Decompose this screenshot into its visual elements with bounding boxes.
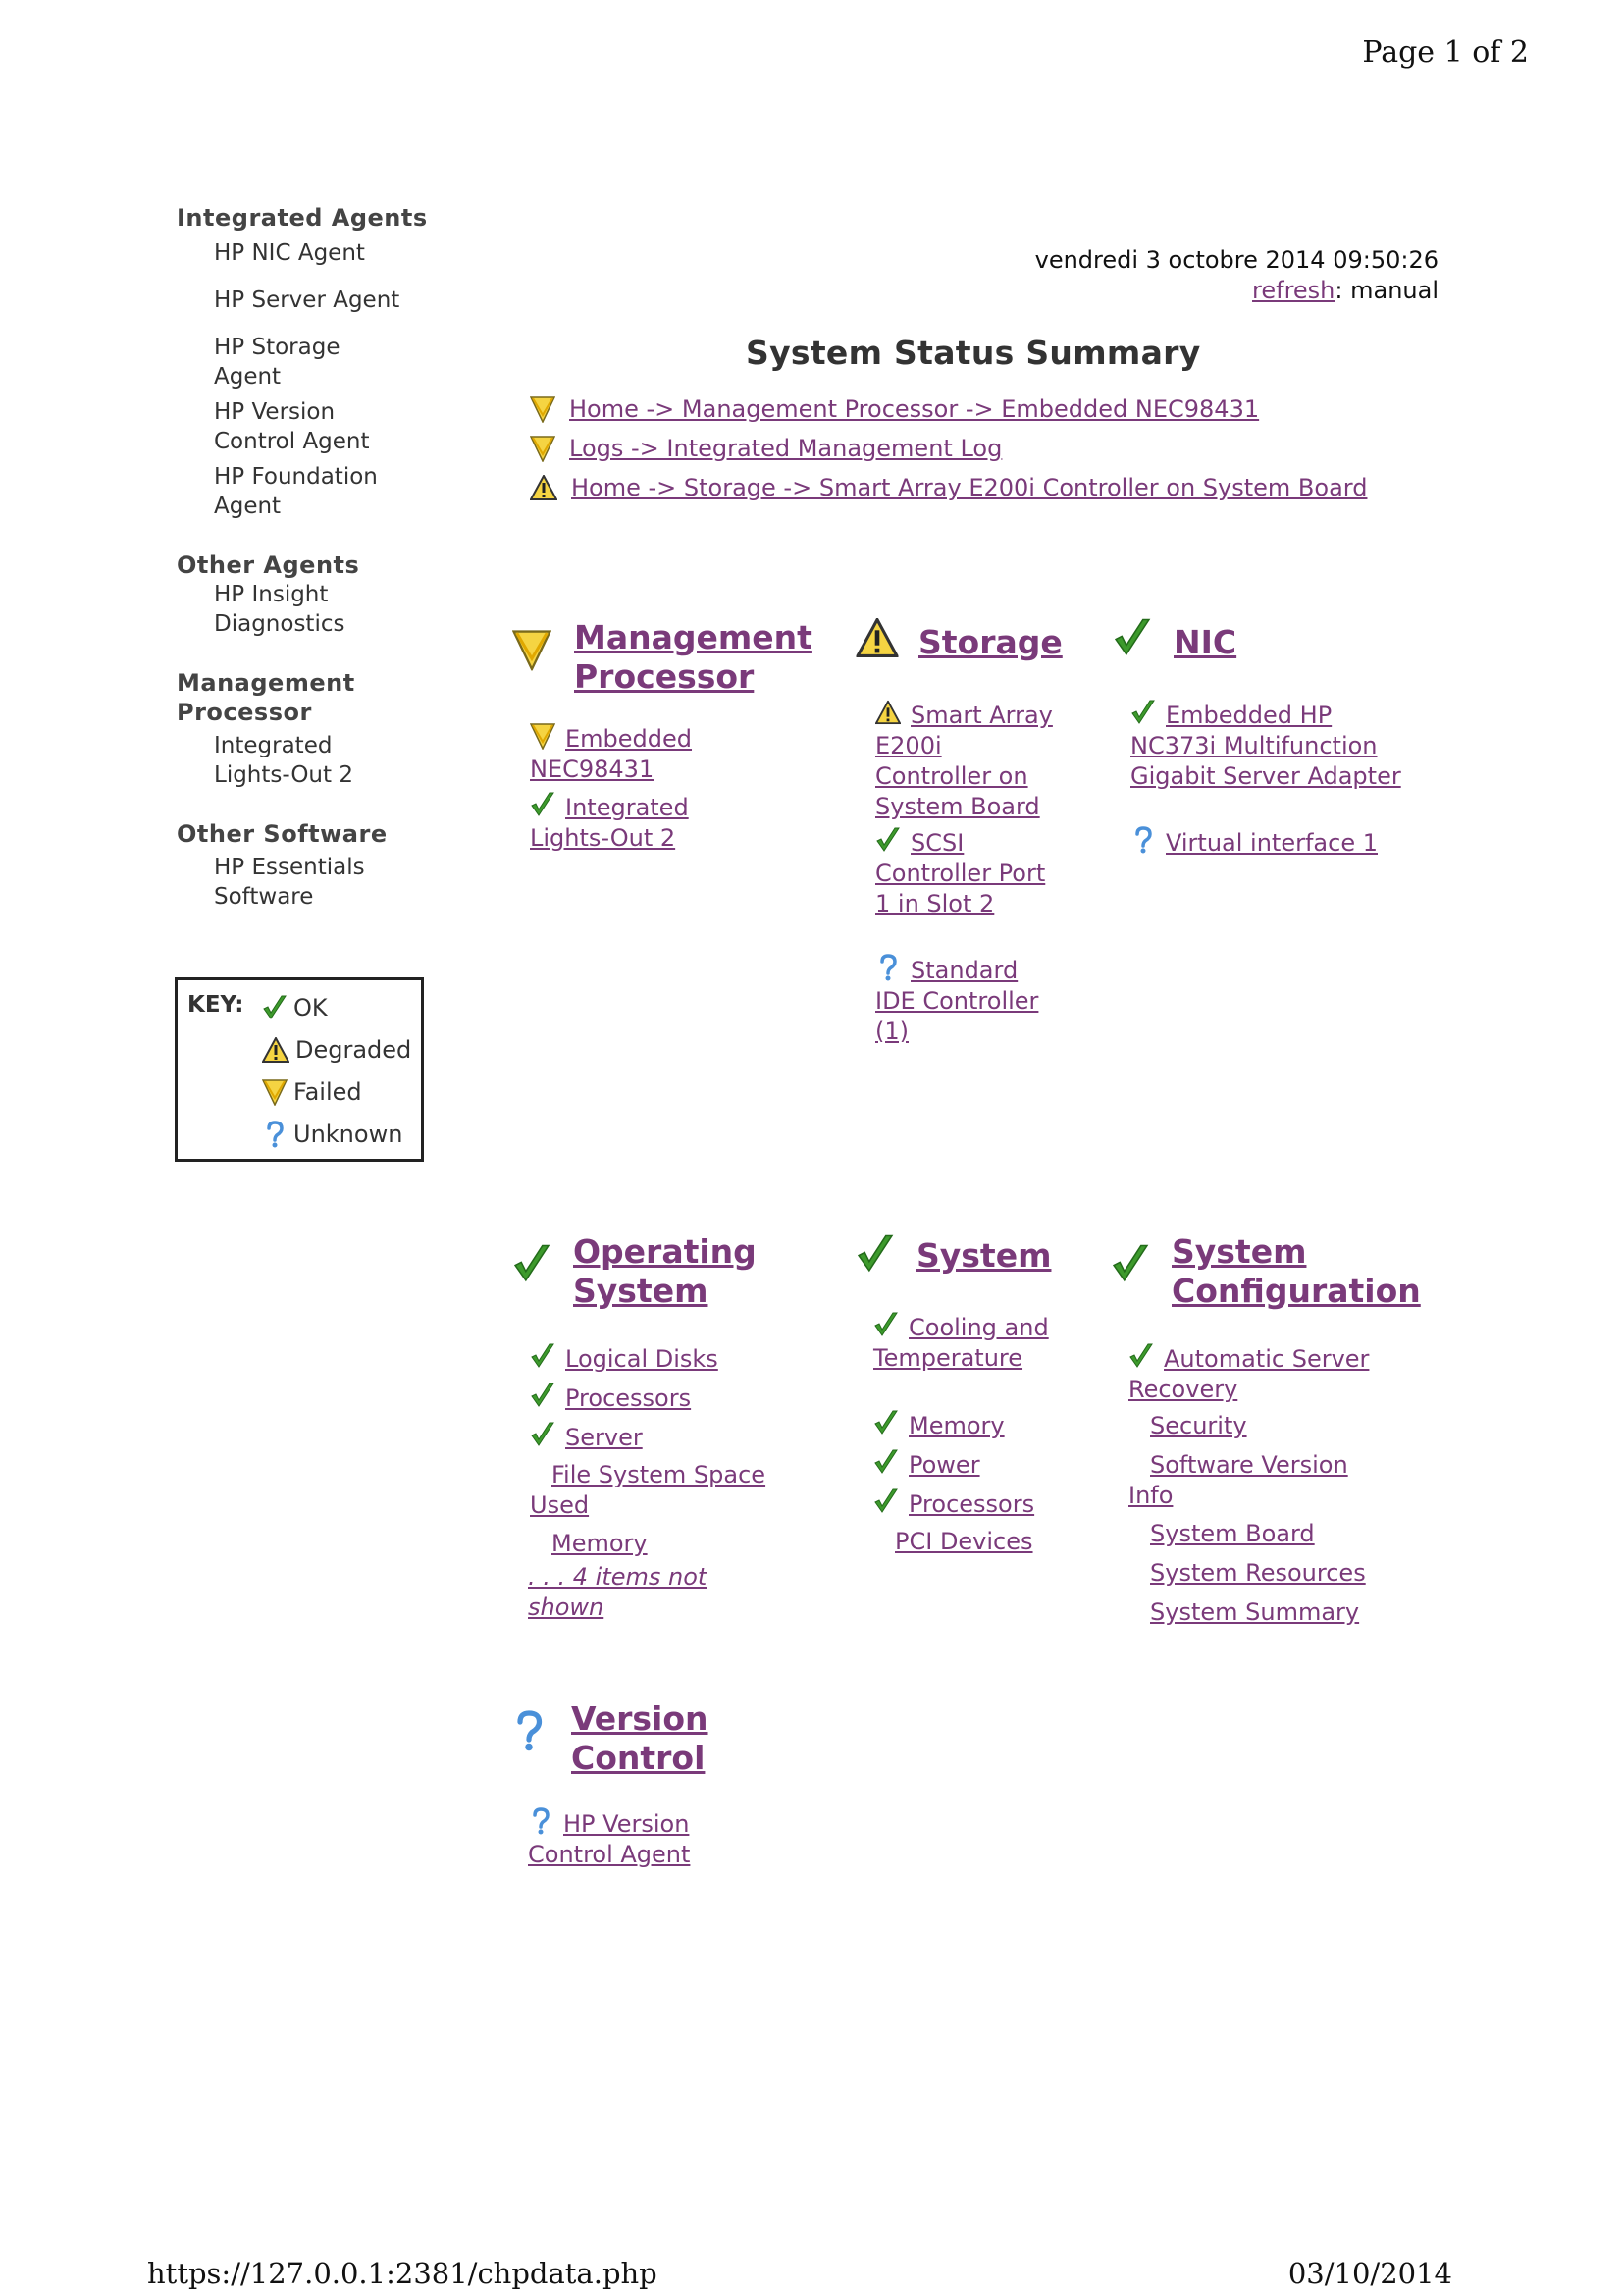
status-key	[175, 977, 424, 1162]
item-link-software-version-info[interactable]: Software Version Info	[1128, 1451, 1348, 1509]
item-link-processors[interactable]: Processors	[909, 1490, 1035, 1518]
item-link-embedded-hp-nc373i[interactable]: Embedded HP NC373i Multifunction Gigabit Server Adapter	[1130, 702, 1401, 790]
ok-icon	[530, 1342, 555, 1370]
item-link-system-resources[interactable]: System Resources	[1150, 1559, 1366, 1587]
failed-icon	[512, 628, 551, 671]
ok-icon	[530, 1382, 555, 1409]
list-item	[530, 722, 775, 785]
item-link-memory[interactable]: Memory	[909, 1412, 1005, 1439]
list-item	[530, 791, 775, 854]
item-link-standard-ide-controller[interactable]: Standard IDE Controller (1)	[875, 957, 1039, 1045]
failed-icon	[530, 395, 555, 423]
nav-item-hp-server-agent[interactable]: HP Server Agent	[214, 287, 400, 313]
item-link-smart-array-e200i[interactable]: Smart Array E200i Controller on System Board	[875, 702, 1053, 820]
list-item	[873, 1487, 1034, 1520]
item-link-file-system-space-used[interactable]: File System Space Used	[530, 1461, 766, 1519]
key-ok	[262, 994, 328, 1021]
footer-url: https://127.0.0.1:2381/chpdata.php	[147, 2257, 657, 2290]
item-link-server[interactable]: Server	[565, 1424, 643, 1451]
list-item	[1130, 826, 1425, 859]
item-link-system-summary[interactable]: System Summary	[1150, 1598, 1360, 1626]
more-items-link[interactable]: . . . 4 items not shown	[528, 1563, 707, 1621]
unknown-icon	[875, 954, 901, 981]
ok-icon	[1113, 616, 1152, 659]
ok-icon	[856, 1232, 895, 1276]
list-item	[1130, 699, 1405, 792]
failed-icon	[530, 435, 555, 462]
ok-icon	[873, 1311, 899, 1338]
timestamp: vendredi 3 octobre 2014 09:50:26	[1034, 246, 1439, 274]
alert-link[interactable]: Logs -> Integrated Management Log	[569, 435, 1003, 462]
sidebar-nav	[177, 203, 451, 912]
list-item	[530, 1382, 691, 1414]
refresh-row	[1035, 276, 1439, 306]
unknown-icon	[528, 1807, 553, 1835]
alert-row	[530, 395, 1259, 423]
ok-icon	[1128, 1342, 1154, 1370]
list-item	[1128, 1558, 1366, 1589]
unknown-icon	[262, 1121, 288, 1148]
list-item	[1128, 1597, 1359, 1628]
list-item	[873, 1409, 1005, 1441]
item-link-logical-disks[interactable]: Logical Disks	[565, 1345, 718, 1373]
nav-item-hp-essentials-software[interactable]: HP Essentials Software	[214, 855, 365, 910]
nav-heading-other-software: Other Software	[177, 820, 388, 848]
ok-icon	[873, 1448, 899, 1476]
list-item	[528, 1562, 744, 1623]
alert-row	[530, 435, 1002, 462]
section-title-system[interactable]: System	[916, 1236, 1052, 1275]
list-item	[1128, 1342, 1413, 1405]
failed-icon	[530, 722, 555, 750]
key-failed-label: Failed	[293, 1078, 362, 1106]
section-title-storage[interactable]: Storage	[918, 623, 1063, 661]
nav-item-hp-storage-agent[interactable]: HP Storage Agent	[214, 335, 340, 390]
ok-icon	[1111, 1242, 1150, 1285]
list-item	[530, 1342, 718, 1375]
degraded-icon	[875, 699, 901, 726]
section-title-version-control[interactable]: Version Control	[571, 1699, 708, 1777]
unknown-icon	[1130, 826, 1156, 854]
ok-icon	[873, 1487, 899, 1515]
ok-icon	[1130, 699, 1156, 726]
degraded-icon	[262, 1037, 289, 1063]
key-unknown	[262, 1121, 402, 1148]
refresh-value: : manual	[1335, 277, 1439, 304]
degraded-icon	[530, 475, 557, 500]
list-item	[875, 826, 1052, 919]
list-item	[530, 1421, 643, 1453]
alert-link[interactable]: Home -> Management Processor -> Embedded NEC98431	[569, 395, 1260, 423]
ok-icon	[875, 826, 901, 854]
item-link-memory[interactable]: Memory	[551, 1530, 648, 1557]
section-title-nic[interactable]: NIC	[1174, 623, 1237, 661]
item-link-pci-devices[interactable]: PCI Devices	[895, 1528, 1033, 1555]
list-item	[873, 1448, 980, 1481]
key-failed	[262, 1078, 362, 1106]
ok-icon	[262, 994, 288, 1021]
section-title-management-processor[interactable]: Management Processor	[574, 618, 812, 696]
nav-item-hp-insight-diagnostics[interactable]: HP Insight Diagnostics	[214, 582, 345, 637]
page-title: System Status Summary	[746, 334, 1201, 372]
ok-icon	[530, 791, 555, 818]
alert-row	[530, 474, 1367, 501]
item-link-processors[interactable]: Processors	[565, 1384, 692, 1412]
key-ok-label: OK	[293, 994, 328, 1021]
refresh-link[interactable]: refresh	[1252, 277, 1335, 304]
ok-icon	[512, 1242, 551, 1285]
list-item	[1128, 1519, 1315, 1549]
list-item	[1128, 1411, 1247, 1441]
list-item	[530, 1529, 648, 1559]
list-item	[873, 1527, 1033, 1557]
item-link-system-board[interactable]: System Board	[1150, 1520, 1315, 1547]
failed-icon	[262, 1078, 288, 1106]
nav-item-integrated-lights-out-2[interactable]: Integrated Lights-Out 2	[214, 733, 353, 788]
section-title-system-configuration[interactable]: System Configuration	[1172, 1232, 1421, 1310]
item-link-integrated-lights-out-2[interactable]: Integrated Lights-Out 2	[530, 794, 689, 852]
timestamp-block	[1035, 245, 1439, 306]
list-item	[528, 1807, 734, 1870]
nav-heading-integrated-agents: Integrated Agents	[177, 204, 428, 232]
item-link-virtual-interface-1[interactable]: Virtual interface 1	[1166, 829, 1378, 857]
degraded-icon	[856, 618, 899, 657]
alert-link[interactable]: Home -> Storage -> Smart Array E200i Controller on System Board	[571, 474, 1368, 501]
list-item	[875, 699, 1062, 822]
item-link-cooling-and-temperature[interactable]: Cooling and Temperature	[873, 1314, 1049, 1372]
footer-date: 03/10/2014	[1287, 2257, 1452, 2290]
key-degraded	[262, 1036, 411, 1064]
key-unknown-label: Unknown	[293, 1121, 403, 1148]
list-item	[1128, 1450, 1384, 1511]
list-item	[530, 1460, 785, 1521]
ok-icon	[873, 1409, 899, 1436]
page-number: Page 1 of 2	[1362, 35, 1529, 70]
list-item	[875, 954, 1042, 1047]
nav-heading-other-agents: Other Agents	[177, 551, 360, 579]
item-link-embedded-nec98431[interactable]: Embedded NEC98431	[530, 725, 693, 783]
list-item	[873, 1311, 1060, 1374]
key-degraded-label: Degraded	[295, 1036, 412, 1064]
unknown-icon	[514, 1709, 544, 1752]
nav-item-hp-version-control-agent[interactable]: HP Version Control Agent	[214, 399, 370, 454]
item-link-hp-version-control-agent[interactable]: HP Version Control Agent	[528, 1810, 691, 1868]
section-title-operating-system[interactable]: Operating System	[573, 1232, 757, 1310]
item-link-security[interactable]: Security	[1150, 1412, 1247, 1439]
nav-item-hp-foundation-agent[interactable]: HP Foundation Agent	[214, 464, 378, 519]
nav-heading-management-processor: Management Processor	[177, 669, 355, 726]
item-link-scsi-controller[interactable]: SCSI Controller Port 1 in Slot 2	[875, 829, 1046, 917]
ok-icon	[530, 1421, 555, 1448]
item-link-automatic-server-recovery[interactable]: Automatic Server Recovery	[1128, 1345, 1370, 1403]
item-link-power[interactable]: Power	[909, 1451, 980, 1479]
key-label: KEY:	[187, 992, 244, 1018]
nav-item-hp-nic-agent[interactable]: HP NIC Agent	[214, 240, 365, 266]
